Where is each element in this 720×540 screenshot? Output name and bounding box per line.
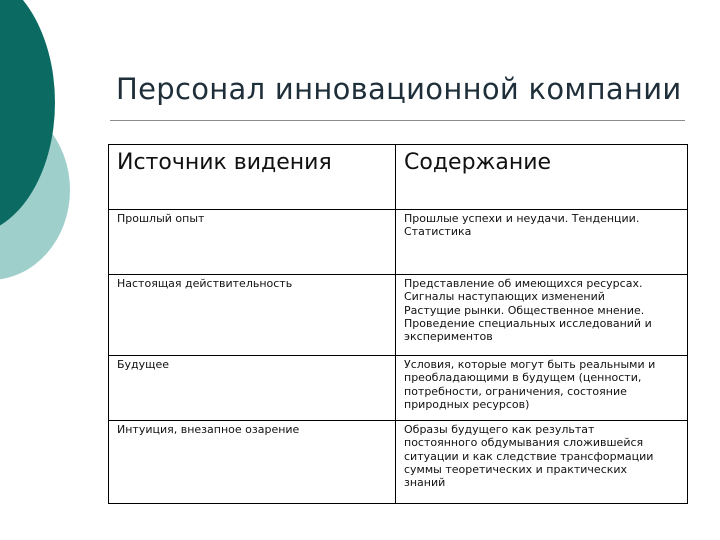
table-row	[109, 210, 688, 275]
table-header-row	[109, 145, 688, 210]
header-source-label: Источник видения	[117, 150, 332, 175]
table-row	[109, 356, 688, 421]
content-cell	[396, 356, 688, 421]
table-row	[109, 421, 688, 504]
source-text: Будущее	[117, 358, 170, 371]
source-cell	[109, 275, 396, 356]
content-cell	[396, 275, 688, 356]
title-divider	[110, 120, 685, 121]
slide-title: Персонал инновационной компании	[116, 72, 682, 106]
content-text: Представление об имеющихся ресурсах. Сигналы наступающих изменений Растущие рынки. Общественное мнение. Проведение специальных исследований и экспериментов	[404, 277, 652, 344]
table-row	[109, 275, 688, 356]
source-text: Настоящая действительность	[117, 277, 293, 290]
content-cell	[396, 421, 688, 504]
header-cell-source	[109, 145, 396, 210]
source-text: Прошлый опыт	[117, 212, 205, 225]
source-cell	[109, 356, 396, 421]
content-text: Прошлые успехи и неудачи. Тенденции. Статистика	[404, 212, 640, 239]
source-cell	[109, 210, 396, 275]
source-text: Интуиция, внезапное озарение	[117, 423, 300, 436]
content-table	[108, 144, 688, 504]
source-cell	[109, 421, 396, 504]
header-cell-content	[396, 145, 688, 210]
header-content-label: Содержание	[404, 150, 552, 175]
content-text: Условия, которые могут быть реальными и преобладающими в будущем (ценности, потребности, ограничения, состояние природных ресурсов)	[404, 358, 656, 411]
content-cell	[396, 210, 688, 275]
content-text: Образы будущего как результат постоянного обдумывания сложившейся ситуации и как следствие трансформации суммы теоретических и практических знаний	[404, 423, 654, 490]
